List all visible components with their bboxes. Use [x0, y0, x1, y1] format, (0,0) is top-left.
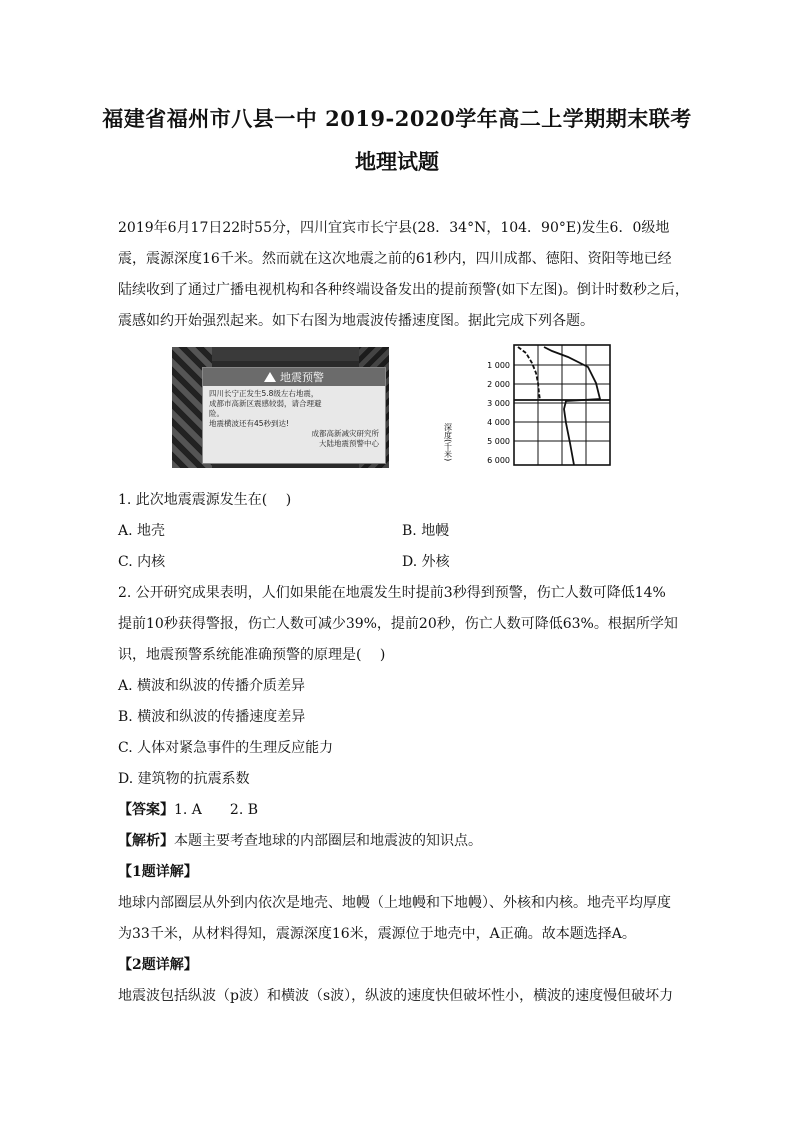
intro-line-4: 震感如约开始强烈起来。如下右图为地震波传播速度图。据此完成下列各题。: [118, 313, 594, 329]
y-tick-label: 1 000: [487, 361, 510, 370]
y-tick-label: 4 000: [487, 418, 510, 427]
detail1-label: 【1题详解】: [118, 864, 198, 880]
alert-line: 险。: [209, 409, 224, 418]
intro-line-1: 2019年6月17日22时55分，四川宜宾市长宁县(28．34°N，104．90°E)发生6．0级地: [118, 220, 670, 236]
alert-signature: 成都高新减灾研究所: [311, 429, 379, 438]
y-tick-label: 2 000: [487, 380, 510, 389]
screen-top-bar: [212, 347, 359, 361]
q1-stem: 1. 此次地震震源发生在( ): [118, 492, 292, 508]
y-tick-label: 5 000: [487, 437, 510, 446]
q1-option-c: C. 内核: [118, 554, 166, 570]
detail1-line: 地球内部圈层从外到内依次是地壳、地幔（上地幔和下地幔）、外核和内核。地壳平均厚度: [118, 895, 671, 911]
y-tick-label: 6 000: [487, 456, 510, 465]
seismic-wave-chart: [440, 343, 620, 470]
chart-svg: [440, 343, 620, 470]
doc-title: 福建省福州市八县一中 2019-2020学年高二上学期期末联考: [102, 106, 692, 131]
q2-stem-line: 提前10秒获得警报，伤亡人数可减少39%，提前20秒，伤亡人数可降低63%。根据所学知: [118, 616, 678, 632]
analysis-row: [118, 830, 482, 850]
intro-line-2: 震，震源深度16千米。然而就在这次地震之前的61秒内，四川成都、德阳、资阳等地已经: [118, 251, 672, 267]
intro-line-3: 陆续收到了通过广播电视机构和各种终端设备发出的提前预警(如下左图)。倒计时数秒之后，: [118, 282, 689, 298]
q1-option-a: A. 地壳: [118, 523, 166, 539]
answer-row: [118, 799, 258, 819]
q1-option-b: B. 地幔: [402, 523, 450, 539]
detail1-line: 为33千米，从材料得知，震源深度16米，震源位于地壳中，A正确。故本题选择A。: [118, 926, 636, 942]
earthquake-alert-image: [172, 347, 389, 468]
q2-option-a: A. 横波和纵波的传播介质差异: [118, 678, 306, 694]
alert-header-text: 地震预警: [280, 371, 324, 384]
analysis-label: 【解析】: [118, 833, 174, 849]
alert-line: 四川长宁正发生5.8级左右地震，: [209, 389, 319, 398]
warning-icon: [264, 372, 276, 382]
q2-stem-line: 2. 公开研究成果表明，人们如果能在地震发生时提前3秒得到预警，伤亡人数可降低14%: [118, 585, 666, 601]
q2-option-b: B. 横波和纵波的传播速度差异: [118, 709, 306, 725]
q2-option-d: D. 建筑物的抗震系数: [118, 771, 250, 787]
analysis-text: 本题主要考查地球的内部圈层和地震波的知识点。: [174, 833, 482, 849]
s-wave-line: [518, 347, 540, 400]
detail2-line: 地震波包括纵波（p波）和横波（s波），纵波的速度快但破坏性小，横波的速度慢但破坏力: [118, 988, 674, 1004]
alert-header: [203, 368, 385, 386]
answer-label: 【答案】: [118, 802, 174, 818]
y-axis-label: 深度(千米): [443, 423, 453, 462]
alert-line: 成都市高新区震感较弱，请合理避: [209, 399, 322, 408]
alert-popup: [202, 367, 386, 464]
y-tick-label: 3 000: [487, 399, 510, 408]
alert-body: [203, 386, 385, 452]
q2-option-c: C. 人体对紧急事件的生理反应能力: [118, 740, 334, 756]
alert-line: 地震横波还有45秒到达!: [209, 419, 290, 428]
doc-subtitle: 地理试题: [355, 149, 439, 174]
answer-text: 1. A 2. B: [174, 802, 259, 818]
q1-option-d: D. 外核: [402, 554, 450, 570]
alert-signature: 大陆地震预警中心: [319, 439, 379, 448]
detail2-label: 【2题详解】: [118, 957, 198, 973]
q2-stem-line: 识，地震预警系统能准确预警的原理是( ): [118, 647, 386, 663]
